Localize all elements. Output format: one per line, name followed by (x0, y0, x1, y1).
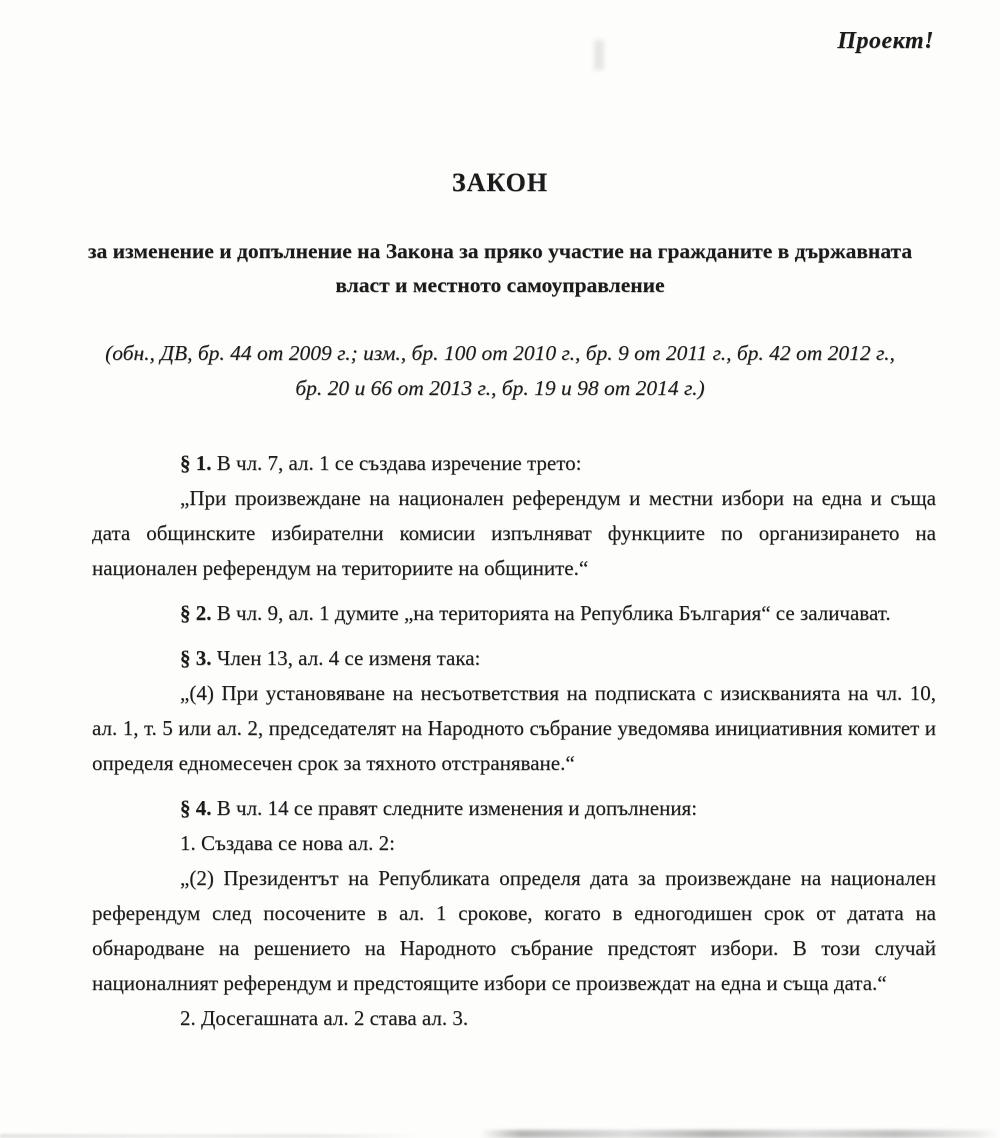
section-1-intro: В чл. 7, ал. 1 се създава изречение трето: (216, 451, 582, 475)
section-1-number: § 1. (180, 451, 212, 475)
scan-artifact-dot (594, 40, 604, 70)
section-3-intro: Член 13, ал. 4 се изменя така: (216, 646, 481, 670)
section-4-intro: В чл. 14 се правят следните изменения и допълнения: (216, 796, 698, 820)
section-1-heading (92, 446, 936, 481)
section-3-heading (92, 641, 936, 676)
section-4-item-2: 2. Досегашната ал. 2 става ал. 3. (180, 1006, 469, 1030)
section-4-number: § 4. (180, 796, 212, 820)
section-3-text: „(4) При установяване на несъответствия на подписката с изискванията на чл. 10, ал. 1, т. 5 или ал. 2, председателят на Народното събрание уведомява инициативния комитет и определя едномесечен срок за тяхното отстраняване.“ (92, 681, 936, 775)
gazette-citation: (обн., ДВ, бр. 44 от 2009 г.; изм., бр. 100 от 2010 г., бр. 9 от 2011 г., бр. 42 от 2012 г., бр. 20 и 66 от 2013 г., бр. 19 и 98 от 2014 г.) (105, 341, 895, 400)
law-subtitle: за изменение и допълнение на Закона за пряко участие на гражданите в държавната власт и местното самоуправление (87, 239, 913, 297)
section-4-text: „(2) Президентът на Републиката определя дата за произвеждане на национален референдум след посочените в ал. 1 срокове, когато в едногодишен срок от датата на обнародване на решението на Народното събрание предстоят избори. В този случай националният референдум и предстоящите избори се произвеждат на една и съща дата.“ (92, 866, 936, 995)
section-2-number: § 2. (180, 601, 212, 625)
section-2-heading (92, 596, 936, 631)
section-4-item-1: 1. Създава се нова ал. 2: (180, 831, 395, 855)
section-3-number: § 3. (180, 646, 212, 670)
scan-artifact-bottom-right (480, 1130, 1000, 1138)
section-1-text: „При произвеждане на национален референдум и местни избори на една и съща дата общинските избирателни комисии изпълняват функциите по организирането на национален референдум на териториите на общините.“ (92, 486, 936, 580)
section-4-heading (92, 791, 936, 826)
section-2-intro: В чл. 9, ал. 1 думите „на територията на Република България“ се заличават. (216, 601, 891, 625)
draft-stamp: Проект! (837, 28, 934, 54)
scan-artifact-bottom-left (0, 1134, 420, 1138)
law-title: ЗАКОН (451, 168, 549, 197)
law-body (0, 446, 1000, 1036)
